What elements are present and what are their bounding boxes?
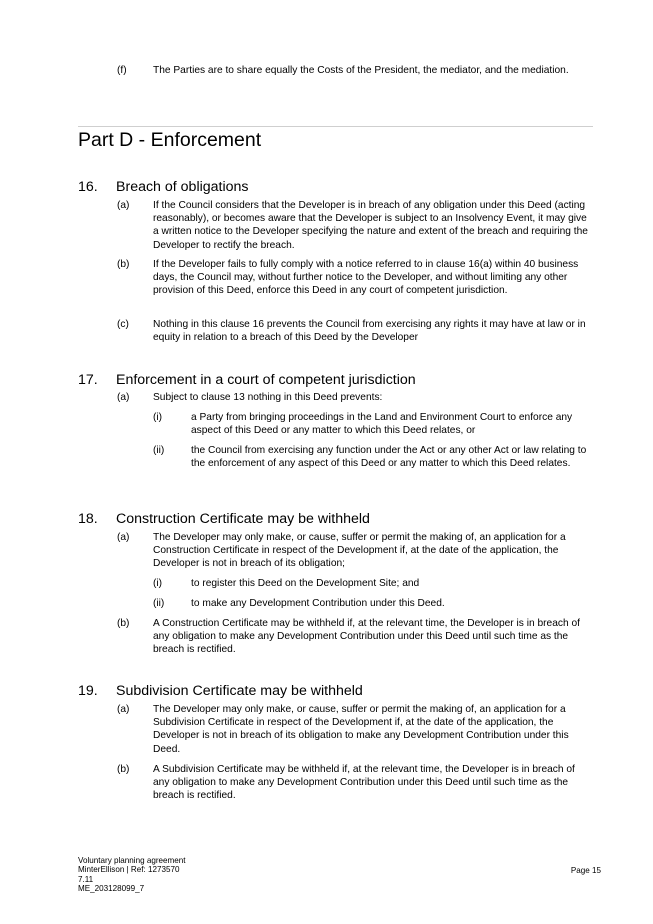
clause-label: (a): [117, 704, 130, 715]
subclause-label: (i): [153, 412, 163, 423]
footer-document-title: Voluntary planning agreement: [78, 856, 186, 865]
clause-heading: Construction Certificate may be withheld: [116, 511, 370, 527]
footer-version: 7.11: [78, 874, 94, 884]
clause-label: (c): [117, 319, 129, 330]
subclause-text: to make any Development Contribution under this Deed.: [191, 598, 445, 609]
subclause-text: to register this Deed on the Development Site; and: [191, 578, 420, 589]
clause-label: (a): [117, 392, 130, 403]
subclause-text: a Party from bringing proceedings in the Land and Environment Court to enforce any aspect of this Deed or any matter to which this Deed relates, or: [191, 412, 573, 437]
subclause-label: (i): [153, 578, 163, 589]
clause-label: (b): [117, 618, 130, 629]
footer-document-id: ME_203128099_7: [78, 884, 145, 894]
clause-heading: Subdivision Certificate may be withheld: [116, 683, 363, 699]
clause-label: (b): [117, 259, 130, 270]
clause-text: The Developer may only make, or cause, suffer or permit the making of, an application for a Construction Certificate in respect of the Development if, at the date of the application, the Developer is not in breach of its obligation;: [153, 532, 566, 570]
clause-text: A Subdivision Certificate may be withheld if, at the relevant time, the Developer is in breach of any obligation to make any Development Contribution under this Deed until such time as the breach is rectified.: [153, 764, 575, 802]
subclause-text: the Council from exercising any function under the Act or any other Act or law relating to the enforcement of any aspect of this Deed or any matter to which this Deed relates.: [191, 445, 587, 470]
footer-reference: MinterEllison | Ref: 1273570: [78, 865, 180, 875]
clause-text: If the Council considers that the Developer is in breach of any obligation under this Deed (acting reasonably), or becomes aware that the Developer is subject to an Insolvency Event, it may give a written notice to the Developer specifying the nature and extent of the breach and requiring the Developer to rectify the breach.: [153, 200, 588, 251]
clause-label: (a): [117, 532, 130, 543]
clause-text: If the Developer fails to fully comply with a notice referred to in clause 16(a) within 40 business days, the Council may, without further notice to the Developer, and without limiting any other provision of this Deed, enforce this Deed in any court of competent jurisdiction.: [153, 259, 579, 297]
clause-label: (a): [117, 200, 130, 211]
clause-text: Nothing in this clause 16 prevents the Council from exercising any rights it may have at law or in equity in relation to a breach of this Deed by the Developer: [153, 319, 586, 344]
clause-number: 18.: [78, 511, 98, 527]
clause-text: The Developer may only make, or cause, suffer or permit the making of, an application for a Subdivision Certificate in respect of the Development if, at the date of the application, the Developer is not in breach of its obligation to make any Development Contribution under this Deed.: [153, 704, 569, 755]
subclause-label: (ii): [153, 445, 165, 456]
clause-number: 16.: [78, 179, 98, 195]
page-number: Page 15: [570, 866, 601, 875]
subclause-label: (ii): [153, 598, 165, 609]
clause-label: (b): [117, 764, 130, 775]
clause-heading: Breach of obligations: [116, 179, 249, 195]
part-title: Part D - Enforcement: [78, 129, 262, 151]
clause-heading: Enforcement in a court of competent jurisdiction: [116, 372, 416, 388]
clause-label: (f): [117, 65, 127, 76]
clause-number: 19.: [78, 683, 98, 699]
clause-number: 17.: [78, 372, 98, 388]
page-footer: [78, 856, 378, 894]
clause-text: Subject to clause 13 nothing in this Deed prevents:: [153, 392, 383, 403]
part-divider: [78, 126, 593, 127]
clause-text: A Construction Certificate may be withheld if, at the relevant time, the Developer is in breach of any obligation to make any Development Contribution under this Deed until such time as the breach is rectified.: [153, 618, 580, 656]
clause-text: The Parties are to share equally the Costs of the President, the mediator, and the mediation.: [153, 65, 569, 76]
